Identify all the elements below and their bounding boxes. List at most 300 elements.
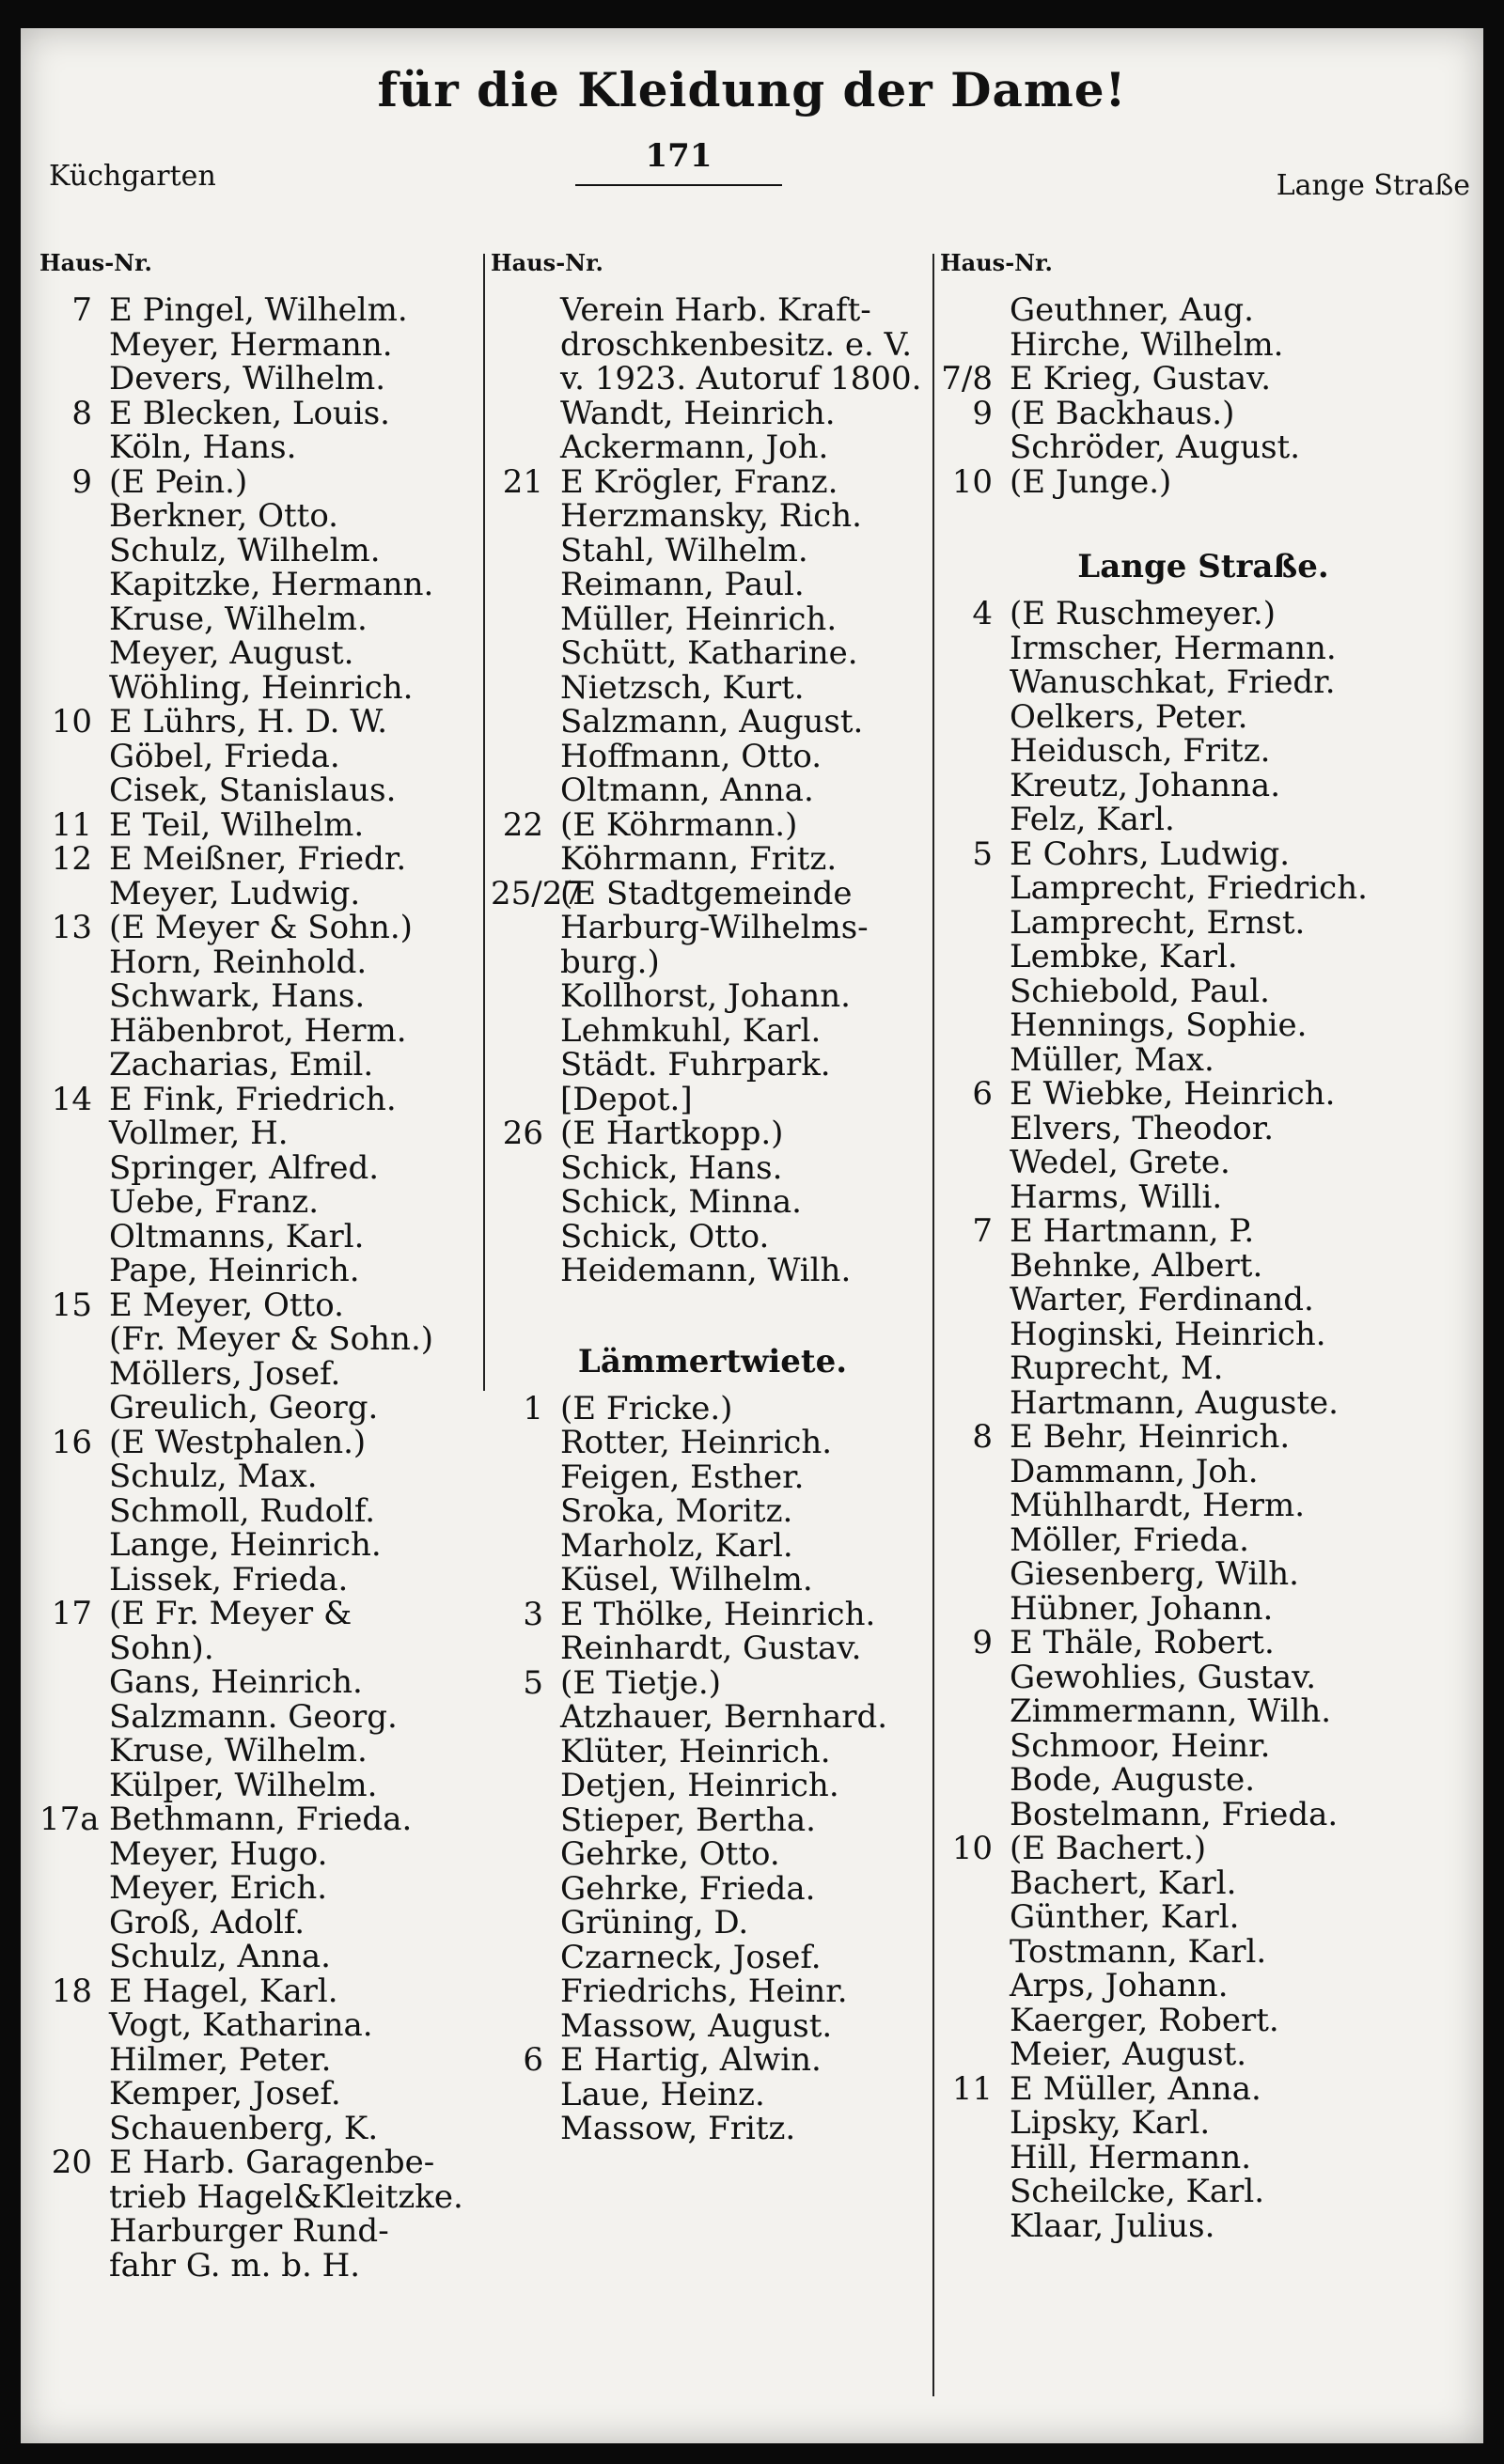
directory-row: [940, 1726, 1466, 1765]
resident-entry: droschkenbesitz. e. V.: [560, 325, 913, 364]
directory-row: [39, 430, 489, 465]
directory-row: [940, 1795, 1466, 1833]
directory-row: [39, 2077, 489, 2112]
resident-entry: Marholz, Karl.: [560, 1526, 793, 1565]
directory-row: [940, 1489, 1466, 1523]
house-number: [491, 534, 560, 569]
resident-entry: (E Hartkopp.): [560, 1115, 784, 1152]
directory-row: [39, 462, 489, 501]
directory-row: [491, 1837, 934, 1872]
house-number: [39, 430, 109, 465]
resident-entry: E Lührs, H. D. W.: [109, 703, 388, 741]
house-number: [491, 740, 560, 774]
directory-row: [491, 430, 934, 465]
house-number: [940, 2004, 1010, 2038]
resident-entry: Lamprecht, Ernst.: [1010, 903, 1306, 942]
resident-entry: (E Fricke.): [560, 1389, 733, 1427]
resident-entry: trieb Hagel&Kleitzke.: [109, 2177, 463, 2216]
resident-entry: Kreutz, Johanna.: [1010, 766, 1281, 804]
resident-entry: Günther, Karl.: [1010, 1898, 1240, 1936]
resident-entry: Springer, Alfred.: [109, 1148, 380, 1187]
resident-entry: E Blecken, Louis.: [109, 394, 390, 432]
directory-row: [940, 430, 1466, 465]
resident-entry: Lissek, Frieda.: [109, 1560, 349, 1598]
resident-entry: (E Westphalen.): [109, 1423, 367, 1461]
house-number: [39, 2043, 109, 2078]
resident-entry: Salzmann. Georg.: [109, 1697, 398, 1736]
directory-row: [940, 1866, 1466, 1901]
house-number: [940, 940, 1010, 975]
directory-row: [39, 1459, 489, 1494]
resident-entry: Harms, Willi.: [1010, 1177, 1223, 1216]
house-number: [491, 671, 560, 706]
house-number: [940, 871, 1010, 906]
column-3: [940, 249, 1466, 2245]
resident-entry: (E Bachert.): [1010, 1830, 1207, 1867]
resident-entry: Behnke, Albert.: [1010, 1246, 1263, 1285]
house-number: [491, 602, 560, 637]
resident-entry: Müller, Max.: [1010, 1040, 1214, 1079]
house-number: 9: [972, 1624, 993, 1661]
resident-entry: Hübner, Johann.: [1010, 1589, 1274, 1628]
resident-entry: Laue, Heinz.: [560, 2075, 765, 2113]
resident-entry: Massow, Fritz.: [560, 2110, 796, 2147]
directory-row: [39, 2145, 489, 2180]
resident-entry: Greulich, Georg.: [109, 1389, 379, 1427]
directory-row: [940, 1932, 1466, 1971]
resident-entry: Gans, Heinrich.: [109, 1663, 363, 1701]
house-number: [491, 1735, 560, 1770]
directory-row: [39, 1048, 489, 1083]
house-number: [39, 2249, 109, 2284]
house-number: 21: [502, 462, 543, 501]
house-number: [940, 906, 1010, 941]
directory-row: [39, 1631, 489, 1666]
house-number: [491, 1185, 560, 1220]
resident-entry: Lange, Heinrich.: [109, 1526, 382, 1564]
directory-row: [940, 2106, 1466, 2141]
resident-entry: Friedrichs, Heinr.: [560, 1973, 848, 2010]
directory-row: [491, 1011, 934, 1050]
house-number: [491, 2009, 560, 2044]
resident-entry: Wanuschkat, Friedr.: [1010, 663, 1336, 701]
house-number: [940, 1763, 1010, 1798]
directory-row: [940, 1969, 1466, 2004]
house-number: 6: [972, 1075, 993, 1113]
resident-entry: Heidemann, Wilh.: [560, 1252, 852, 1289]
house-number: [39, 636, 109, 671]
house-number: [491, 773, 560, 808]
house-number: [940, 1557, 1010, 1592]
directory-row: [39, 737, 489, 775]
house-number: [940, 1249, 1010, 1284]
resident-entry: Bode, Auguste.: [1010, 1761, 1256, 1799]
directory-row: [39, 1697, 489, 1736]
house-number: [491, 1014, 560, 1049]
house-number: [491, 1906, 560, 1941]
house-number: [940, 1866, 1010, 1901]
resident-entry: Kemper, Josef.: [109, 2075, 341, 2113]
directory-row: [491, 2112, 934, 2146]
resident-entry: E Pingel, Wilhelm.: [109, 291, 408, 329]
directory-row: [39, 362, 489, 397]
resident-entry: Häbenbrot, Herm.: [109, 1011, 407, 1050]
directory-row: [491, 1732, 934, 1770]
directory-row: [940, 1351, 1466, 1386]
resident-entry: (Fr. Meyer & Sohn.): [109, 1320, 434, 1358]
directory-row: [491, 2006, 934, 2045]
house-number: [39, 1151, 109, 1186]
resident-entry: Köln, Hans.: [109, 429, 297, 466]
resident-entry: Stieper, Bertha.: [560, 1801, 816, 1839]
house-number: [940, 2209, 1010, 2244]
directory-row: [39, 1322, 489, 1357]
resident-entry: (E Stadtgemeinde: [560, 874, 853, 912]
house-number: [491, 1151, 560, 1186]
resident-entry: E Teil, Wilhelm.: [109, 805, 365, 844]
directory-row: [940, 1832, 1466, 1866]
column-2: [491, 249, 934, 2147]
directory-row: [940, 1008, 1466, 1043]
directory-row: [491, 1080, 934, 1118]
resident-entry: Stahl, Wilhelm.: [560, 531, 808, 569]
directory-row: [940, 940, 1466, 975]
directory-row: [491, 1048, 934, 1083]
house-number: [940, 2037, 1010, 2072]
resident-entry: Hoginski, Heinrich.: [1010, 1315, 1326, 1353]
house-number: [491, 1460, 560, 1495]
resident-entry: Müller, Heinrich.: [560, 600, 838, 638]
directory-row: [39, 1288, 489, 1323]
house-number: [940, 803, 1010, 837]
directory-page: [21, 28, 1483, 2443]
house-number: 11: [51, 805, 92, 844]
house-number: [491, 979, 560, 1014]
resident-entry: Harburger Rund-: [109, 2212, 389, 2250]
directory-row: [940, 362, 1466, 397]
house-number: [39, 1014, 109, 1049]
directory-row: [491, 1460, 934, 1495]
resident-entry: Möller, Frieda.: [1010, 1521, 1249, 1559]
resident-entry: (E Köhrmann.): [560, 805, 798, 844]
house-number: [39, 602, 109, 637]
directory-row: [940, 1383, 1466, 1422]
directory-row: [491, 1389, 934, 1427]
directory-row: [39, 1940, 489, 1974]
directory-row: [39, 1391, 489, 1426]
house-number: [39, 2180, 109, 2215]
house-number: [491, 1254, 560, 1288]
house-number: [39, 671, 109, 706]
resident-entry: Pape, Heinrich.: [109, 1252, 360, 1289]
resident-entry: Kaerger, Robert.: [1010, 2001, 1279, 2039]
house-number: [39, 1322, 109, 1357]
resident-entry: Bachert, Karl.: [1010, 1864, 1237, 1902]
resident-entry: E Hartmann, P.: [1010, 1212, 1255, 1250]
directory-row: [39, 1491, 489, 1530]
resident-entry: Hoffmann, Otto.: [560, 737, 822, 775]
directory-row: [39, 1734, 489, 1769]
house-number: 13: [51, 909, 92, 946]
resident-entry: Hennings, Sophie.: [1010, 1006, 1308, 1044]
house-number: 12: [51, 840, 92, 878]
directory-row: [491, 705, 934, 740]
house-number: [491, 1494, 560, 1529]
directory-row: [39, 1185, 489, 1220]
resident-entry: (E Ruschmeyer.): [1010, 595, 1277, 632]
house-number: 9: [71, 462, 92, 501]
directory-row: [940, 462, 1466, 501]
resident-entry: E Meißner, Friedr.: [109, 840, 407, 878]
resident-entry: Detjen, Heinrich.: [560, 1767, 839, 1804]
house-number: [491, 1974, 560, 2009]
resident-entry: Giesenberg, Wilh.: [1010, 1555, 1299, 1593]
house-number: [491, 1220, 560, 1255]
directory-row: [940, 1077, 1466, 1112]
house-number: [39, 2112, 109, 2146]
house-number: [940, 1523, 1010, 1558]
house-number: [39, 2077, 109, 2112]
directory-row: [940, 972, 1466, 1010]
house-number: [940, 1798, 1010, 1832]
house-number: [39, 328, 109, 363]
directory-row: [491, 1217, 934, 1255]
house-number: 5: [972, 834, 993, 873]
house-number: [491, 636, 560, 671]
directory-row: [39, 636, 489, 671]
directory-row: [940, 1283, 1466, 1318]
directory-row: [491, 293, 934, 328]
house-number: [39, 1391, 109, 1426]
directory-row: [940, 394, 1466, 432]
directory-row: [39, 1354, 489, 1393]
house-number: [39, 1871, 109, 1906]
resident-entry: Schmoor, Heinr.: [1010, 1726, 1271, 1765]
resident-entry: Zacharias, Emil.: [109, 1046, 374, 1084]
resident-entry: Meyer, August.: [109, 634, 354, 672]
directory-row: [39, 1802, 489, 1837]
house-number: [39, 773, 109, 808]
resident-entry: Sohn).: [109, 1629, 214, 1667]
resident-entry: Verein Harb. Kraft-: [560, 291, 871, 329]
house-number: [491, 2078, 560, 2113]
house-number: [940, 769, 1010, 803]
resident-entry: Rotter, Heinrich.: [560, 1424, 833, 1461]
directory-row: [940, 734, 1466, 769]
directory-row: [940, 1626, 1466, 1661]
directory-row: [940, 1109, 1466, 1147]
directory-row: [491, 568, 934, 602]
directory-row: [39, 1080, 489, 1118]
page-number: 171: [575, 137, 782, 186]
house-number: 18: [51, 1972, 92, 2010]
resident-entry: Meier, August.: [1010, 2035, 1247, 2073]
resident-entry: Meyer, Hermann.: [109, 325, 393, 364]
directory-row: [39, 1528, 489, 1563]
house-number: [491, 1700, 560, 1735]
directory-row: [39, 2109, 489, 2147]
directory-row: [940, 903, 1466, 942]
house-number: 7/8: [941, 360, 993, 398]
house-number: [940, 700, 1010, 735]
directory-row: [940, 597, 1466, 632]
house-number: [940, 632, 1010, 666]
directory-row: [491, 979, 934, 1014]
resident-entry: Schulz, Anna.: [109, 1938, 331, 1975]
directory-row: [39, 668, 489, 707]
resident-entry: Grüning, D.: [560, 1904, 749, 1942]
directory-row: [491, 1563, 934, 1598]
resident-entry: Ackermann, Joh.: [560, 429, 829, 466]
house-number: 5: [523, 1663, 543, 1702]
directory-row: [940, 1523, 1466, 1558]
directory-row: [940, 665, 1466, 700]
house-number: [39, 1185, 109, 1220]
banner-advertisement: für die Kleidung der Dame!: [377, 62, 1127, 117]
resident-entry: (E Backhaus.): [1010, 394, 1235, 432]
resident-entry: Schiebold, Paul.: [1010, 972, 1270, 1010]
house-number: [940, 1969, 1010, 2004]
resident-entry: (E Meyer & Sohn.): [109, 909, 413, 946]
header-right-street: Lange Straße: [1276, 169, 1470, 202]
directory-row: [940, 1452, 1466, 1490]
house-number: [940, 2175, 1010, 2209]
directory-row: [39, 2008, 489, 2043]
directory-row: [940, 1900, 1466, 1935]
directory-row: [491, 842, 934, 877]
house-number: [39, 2008, 109, 2043]
resident-entry: (E Tietje.): [560, 1663, 721, 1702]
resident-entry: (E Fr. Meyer &: [109, 1595, 352, 1632]
resident-entry: Hilmer, Peter.: [109, 2040, 332, 2079]
house-number: 6: [523, 2041, 543, 2079]
resident-entry: Kollhorst, Johann.: [560, 977, 851, 1015]
directory-row: [39, 2040, 489, 2079]
resident-entry: Geuthner, Aug.: [1010, 291, 1254, 329]
column-header: Haus-Nr.: [39, 249, 152, 276]
directory-row: [39, 568, 489, 602]
directory-row: [940, 2069, 1466, 2108]
resident-entry: E Hagel, Karl.: [109, 1972, 338, 2010]
directory-row: [491, 1974, 934, 2009]
resident-entry: E Harb. Garagenbe-: [109, 2144, 435, 2181]
resident-entry: Göbel, Frieda.: [109, 737, 340, 775]
directory-row: [39, 325, 489, 364]
resident-entry: Schwark, Hans.: [109, 977, 366, 1015]
house-number: [940, 1008, 1010, 1043]
resident-entry: E Müller, Anna.: [1010, 2069, 1261, 2108]
house-number: [491, 842, 560, 877]
house-number: [491, 328, 560, 363]
directory-row: [940, 1658, 1466, 1696]
resident-entry: E Thölke, Heinrich.: [560, 1595, 876, 1633]
house-number: [940, 430, 1010, 465]
directory-row: [39, 1597, 489, 1631]
house-number: 7: [972, 1212, 993, 1250]
house-number: [39, 1048, 109, 1083]
directory-row: [940, 2138, 1466, 2176]
directory-row: [491, 394, 934, 432]
directory-row: [491, 874, 934, 912]
house-number: [491, 430, 560, 465]
resident-entry: E Krieg, Gustav.: [1010, 360, 1272, 398]
resident-entry: Devers, Wilhelm.: [109, 360, 386, 398]
house-number: [491, 1941, 560, 1975]
directory-row: [491, 602, 934, 637]
resident-entry: Hirche, Wilhelm.: [1010, 325, 1284, 364]
resident-entry: Schulz, Wilhelm.: [109, 531, 381, 569]
directory-row: [39, 1011, 489, 1050]
section-heading: Lange Straße.: [1077, 548, 1329, 585]
resident-entry: Herzmansky, Rich.: [560, 497, 862, 535]
house-number: [39, 362, 109, 397]
directory-row: [491, 2075, 934, 2113]
resident-entry: Lehmkuhl, Karl.: [560, 1011, 822, 1050]
column-1: [39, 249, 489, 2285]
resident-entry: E Wiebke, Heinrich.: [1010, 1075, 1336, 1113]
header-left-street: Küchgarten: [49, 160, 216, 193]
house-number: [491, 1837, 560, 1872]
house-number: [491, 362, 560, 397]
resident-entry: burg.): [560, 943, 660, 981]
directory-row: [39, 1871, 489, 1906]
resident-entry: E Behr, Heinrich.: [1010, 1418, 1291, 1456]
house-number: [940, 1729, 1010, 1764]
directory-row: [940, 2037, 1466, 2072]
directory-row: [39, 1974, 489, 2009]
resident-entry: E Krögler, Franz.: [560, 462, 838, 501]
resident-entry: Meyer, Ludwig.: [109, 874, 361, 912]
directory-row: [940, 1694, 1466, 1729]
house-number: [491, 1803, 560, 1838]
resident-entry: Klaar, Julius.: [1010, 2207, 1215, 2245]
directory-row: [39, 602, 489, 637]
house-number: [940, 1386, 1010, 1421]
house-number: [940, 1146, 1010, 1180]
directory-row: [491, 1426, 934, 1460]
resident-entry: Gehrke, Frieda.: [560, 1869, 816, 1908]
resident-entry: Meyer, Hugo.: [109, 1834, 328, 1873]
directory-row: [39, 773, 489, 808]
house-number: [39, 877, 109, 912]
house-number: [491, 1529, 560, 1564]
house-number: 25/27: [491, 874, 583, 912]
directory-row: [39, 842, 489, 877]
resident-entry: Salzmann, August.: [560, 703, 864, 741]
directory-row: [491, 773, 934, 808]
resident-entry: Reinhardt, Gustav.: [560, 1630, 862, 1667]
house-number: [940, 1351, 1010, 1386]
house-number: [940, 1592, 1010, 1627]
house-number: [39, 1700, 109, 1735]
house-number: [940, 328, 1010, 363]
directory-row: [491, 1254, 934, 1288]
directory-row: [39, 1254, 489, 1288]
resident-entry: Wandt, Heinrich.: [560, 394, 836, 432]
house-number: [39, 568, 109, 602]
resident-entry: E Cohrs, Ludwig.: [1010, 834, 1291, 873]
directory-row: [940, 1040, 1466, 1079]
resident-entry: Kapitzke, Hermann.: [109, 566, 434, 603]
directory-row: [940, 293, 1466, 328]
house-number: [940, 975, 1010, 1009]
resident-entry: Bostelmann, Frieda.: [1010, 1795, 1339, 1833]
directory-row: [39, 1116, 489, 1151]
directory-row: [491, 636, 934, 671]
directory-row: [39, 805, 489, 844]
resident-entry: Mühlhardt, Herm.: [1010, 1487, 1306, 1524]
house-number: [491, 945, 560, 980]
